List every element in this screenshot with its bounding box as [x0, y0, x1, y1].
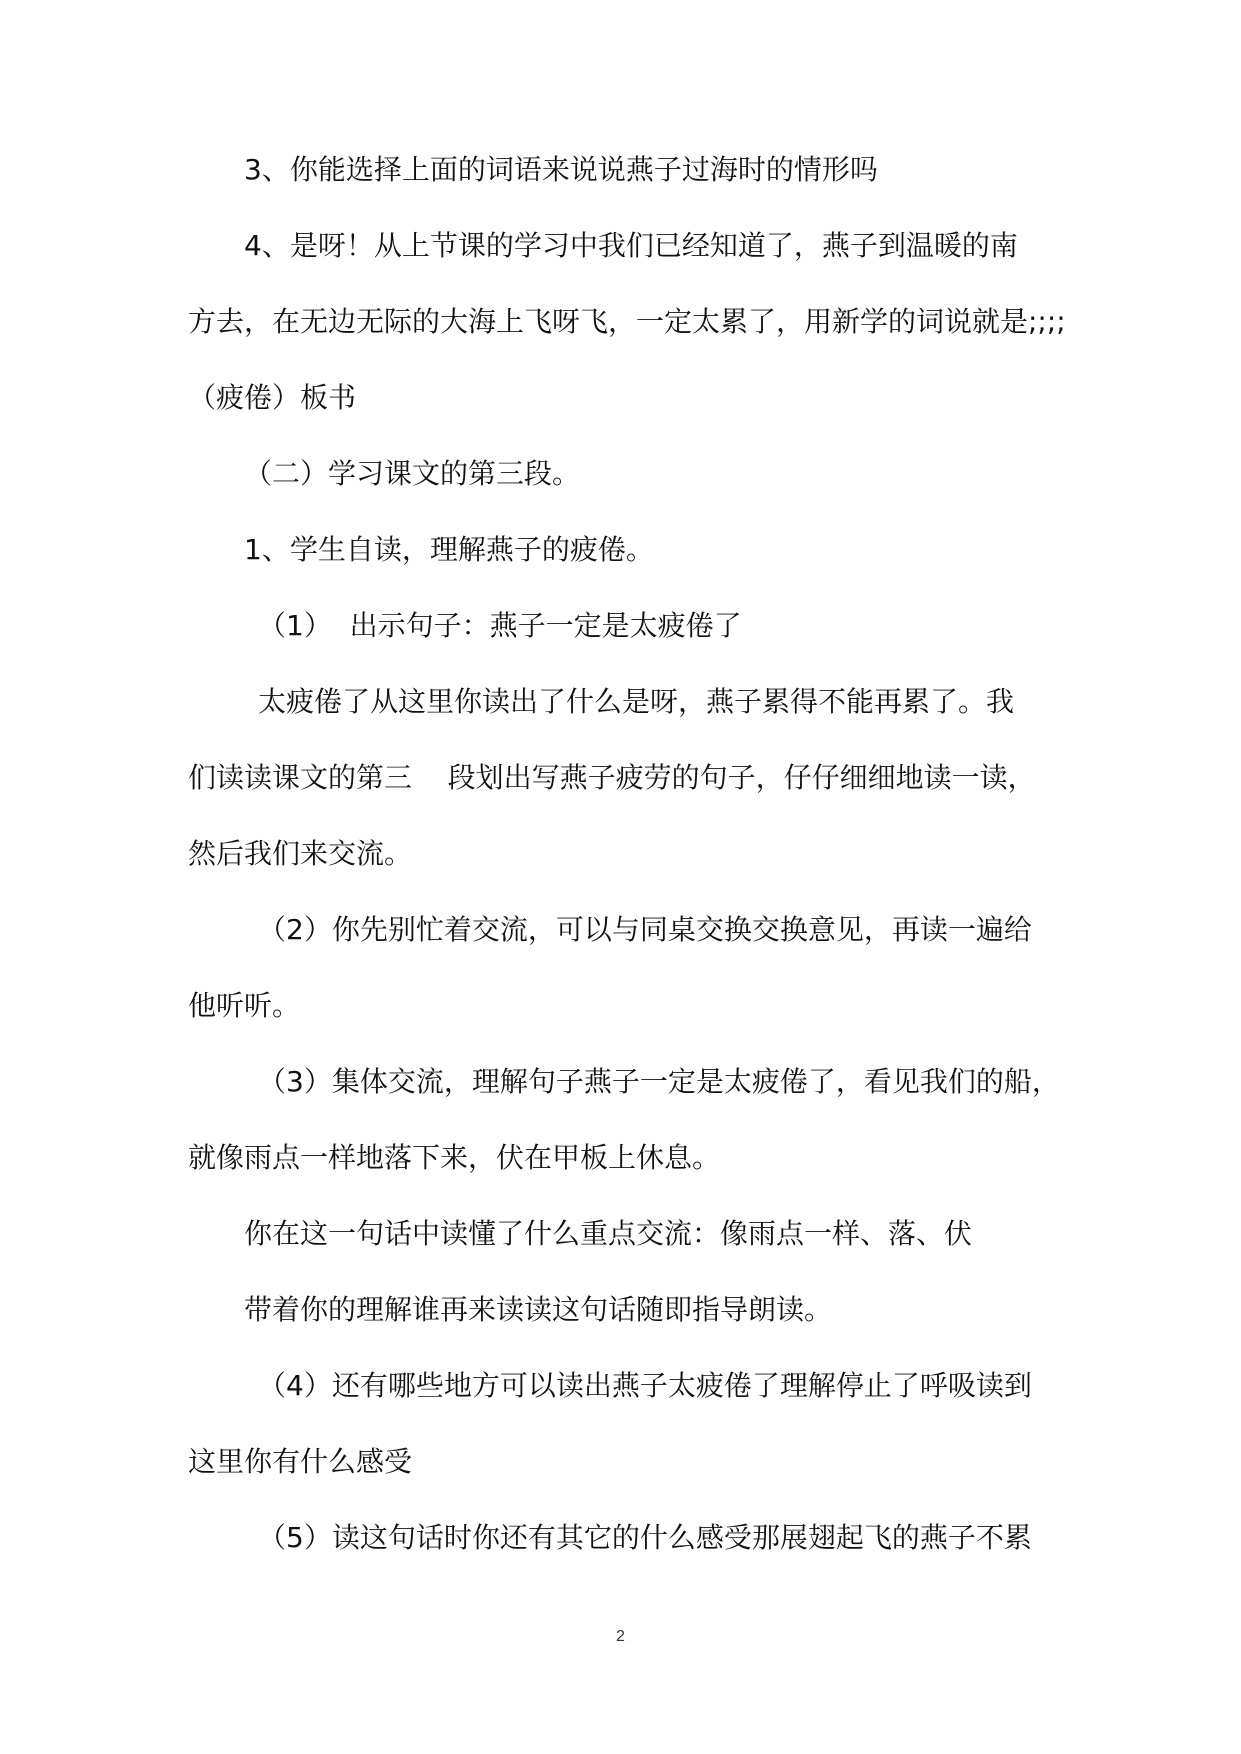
- text-line: 方去，在无边无际的大海上飞呀飞，一定太累了，用新学的词说就是;;;;: [188, 305, 1066, 338]
- text-line: （疲倦）板书: [188, 381, 357, 414]
- text-line: 然后我们来交流。: [188, 837, 413, 870]
- text-line: 他听听。: [188, 989, 301, 1022]
- text-line: 就像雨点一样地落下来，伏在甲板上休息。: [188, 1141, 721, 1174]
- text-line: 们读读课文的第三 段划出写燕子疲劳的句子，仔仔细细地读一读，: [188, 761, 1036, 794]
- text-line: 3、你能选择上面的词语来说说燕子过海时的情形吗: [244, 153, 878, 186]
- text-line: 带着你的理解谁再来读读这句话随即指导朗读。: [244, 1293, 833, 1326]
- text-line: 你在这一句话中读懂了什么重点交流：像雨点一样、落、伏: [244, 1217, 973, 1250]
- section-heading: （二）学习课文的第三段。: [244, 457, 581, 490]
- text-line: （4）还有哪些地方可以读出燕子太疲倦了理解停止了呼吸读到: [258, 1369, 1032, 1402]
- text-line: （1） 出示句子：燕子一定是太疲倦了: [258, 609, 742, 642]
- text-line: 太疲倦了从这里你读出了什么是呀，燕子累得不能再累了。我: [258, 685, 1015, 718]
- text-line: 1、学生自读，理解燕子的疲倦。: [244, 533, 654, 566]
- text-line: 4、是呀！从上节课的学习中我们已经知道了，燕子到温暖的南: [244, 229, 1018, 262]
- page-number: 2: [616, 1628, 625, 1645]
- text-line: 这里你有什么感受: [188, 1445, 413, 1478]
- text-line: （3）集体交流，理解句子燕子一定是太疲倦了，看见我们的船，: [258, 1065, 1060, 1098]
- text-line: （2）你先别忙着交流，可以与同桌交换交换意见，再读一遍给: [258, 913, 1032, 946]
- text-line: （5）读这句话时你还有其它的什么感受那展翅起飞的燕子不累: [258, 1521, 1032, 1554]
